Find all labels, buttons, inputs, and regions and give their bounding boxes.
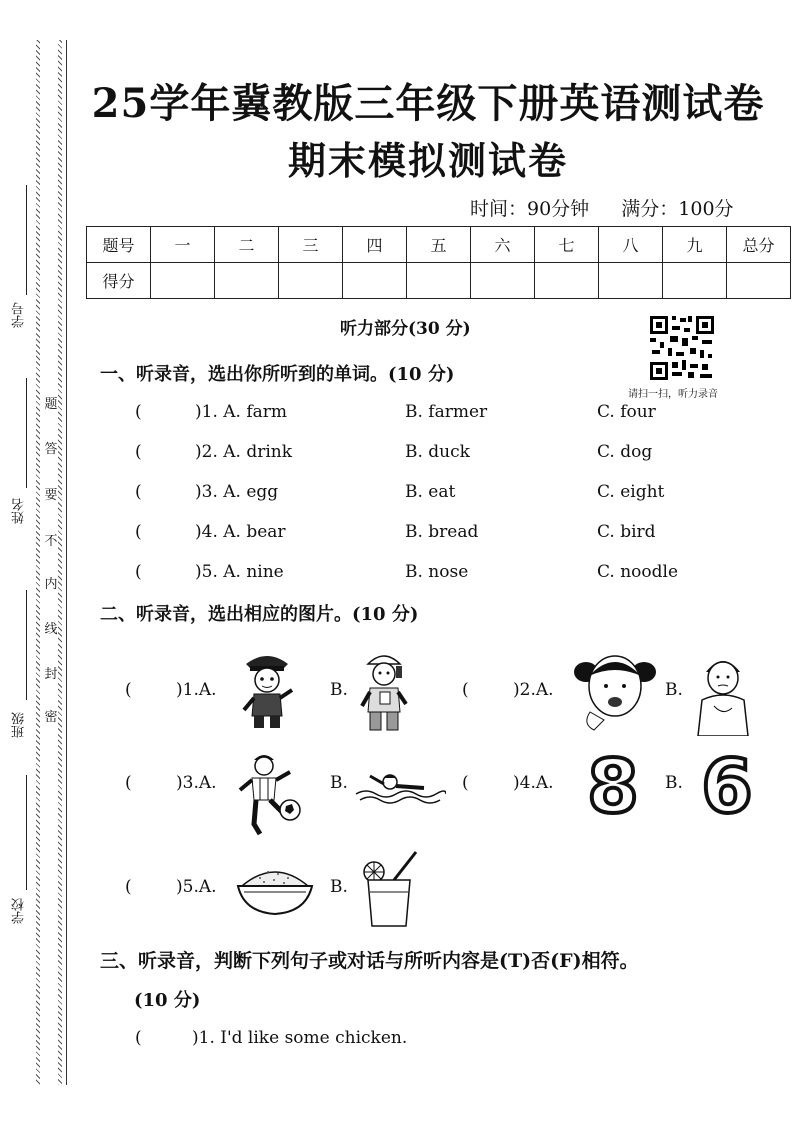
column-header: 五	[407, 227, 471, 263]
xingming-line[interactable]	[26, 378, 27, 488]
page-subtitle: 期末模拟测试卷	[287, 138, 568, 183]
section3-title-cont: (10 分)	[134, 990, 201, 1011]
column-header: 七	[535, 227, 599, 263]
digit-eight-icon	[582, 750, 644, 820]
column-header: 三	[279, 227, 343, 263]
s1-q2-a: )2. A. drink	[195, 442, 293, 462]
column-header: 四	[343, 227, 407, 263]
s2-q3-label: )3.A.	[176, 773, 217, 793]
s2-q1-label: )1.A.	[176, 680, 217, 700]
xingming-label: 姓名	[12, 498, 27, 524]
header-label: 题号	[87, 227, 151, 263]
s2-q2-label: )2.A.	[513, 680, 554, 700]
column-header: 九	[663, 227, 727, 263]
margin-hatch-inner	[40, 40, 58, 1085]
score-table-header-row	[87, 227, 791, 263]
score-cell[interactable]	[215, 263, 279, 299]
score-cell[interactable]	[151, 263, 215, 299]
rice-bowl-icon	[236, 858, 314, 918]
seal-char: 不	[44, 534, 58, 549]
seal-char: 答	[44, 442, 58, 457]
s1-q5-c: C. noodle	[597, 562, 679, 582]
score-cell[interactable]	[407, 263, 471, 299]
xuexiao-label: 学校	[12, 898, 27, 924]
score-cell[interactable]	[727, 263, 791, 299]
paren-open[interactable]: (	[135, 442, 142, 462]
girl-face-icon	[572, 646, 658, 736]
seal-char: 要	[44, 488, 58, 503]
boy-sick-icon	[696, 650, 750, 736]
seal-char: 线	[44, 622, 58, 637]
score-cell[interactable]	[535, 263, 599, 299]
digit-six-icon	[696, 750, 758, 820]
paren-open[interactable]: (	[125, 680, 132, 700]
s1-q3-c: C. eight	[597, 482, 665, 502]
paren-open[interactable]: (	[135, 522, 142, 542]
column-header: 二	[215, 227, 279, 263]
qr-code-icon[interactable]	[648, 314, 716, 382]
column-header: 六	[471, 227, 535, 263]
swimmer-icon	[354, 764, 446, 808]
seal-char: 封	[44, 667, 58, 682]
s1-q1-a: )1. A. farm	[195, 402, 288, 422]
s2-q1-b: B.	[330, 680, 348, 700]
score-cell[interactable]	[663, 263, 727, 299]
s2-q3-b: B.	[330, 773, 348, 793]
seal-char: 密	[44, 710, 58, 725]
section2-title: 二、听录音，选出相应的图片。(10 分)	[100, 604, 419, 625]
s1-q1-c: C. four	[597, 402, 656, 422]
xuexiao-line[interactable]	[26, 775, 27, 890]
paren-open[interactable]: (	[135, 1028, 142, 1048]
boy-football-icon	[236, 750, 302, 838]
paren-open[interactable]: (	[125, 877, 132, 897]
score-cell[interactable]	[599, 263, 663, 299]
section3-title: 三、听录音，判断下列句子或对话与所听内容是(T)否(F)相符。	[100, 950, 639, 972]
time-info: 时间：90分钟	[470, 198, 590, 220]
s1-q1-b: B. farmer	[405, 402, 488, 422]
s1-q4-c: C. bird	[597, 522, 656, 542]
s1-q3-a: )3. A. egg	[195, 482, 279, 502]
s1-q2-b: B. duck	[405, 442, 470, 462]
section1-title: 一、听录音，选出你所听到的单词。(10 分)	[100, 364, 455, 385]
s1-q4-b: B. bread	[405, 522, 479, 542]
score-cell[interactable]	[471, 263, 535, 299]
s1-q3-b: B. eat	[405, 482, 456, 502]
column-header: 总分	[727, 227, 791, 263]
paren-open[interactable]: (	[135, 402, 142, 422]
xuehao-label: 学号	[12, 302, 27, 328]
xuehao-line[interactable]	[26, 185, 27, 295]
s2-q4-label: )4.A.	[513, 773, 554, 793]
s2-q5-b: B.	[330, 877, 348, 897]
qr-caption: 请扫一扫，听力录音	[628, 389, 718, 400]
banji-line[interactable]	[26, 590, 27, 700]
score-cell[interactable]	[343, 263, 407, 299]
paren-open[interactable]: (	[462, 773, 469, 793]
juice-glass-icon	[358, 850, 422, 928]
paren-open[interactable]: (	[135, 562, 142, 582]
column-header: 八	[599, 227, 663, 263]
score-table	[86, 226, 791, 299]
s1-q4-a: )4. A. bear	[195, 522, 286, 542]
page-title: 25学年冀教版三年级下册英语测试卷	[91, 80, 765, 127]
s3-q1: )1. I'd like some chicken.	[192, 1028, 408, 1048]
score-table-score-row	[87, 263, 791, 299]
margin-rule	[66, 40, 67, 1085]
score-cell[interactable]	[279, 263, 343, 299]
s2-q4-b: B.	[665, 773, 683, 793]
listening-title: 听力部分(30 分)	[340, 319, 471, 339]
s2-q5-label: )5.A.	[176, 877, 217, 897]
score-label: 得分	[87, 263, 151, 299]
full-score-info: 满分：100分	[621, 198, 734, 220]
seal-char: 内	[44, 577, 58, 592]
worker-icon	[356, 646, 412, 734]
policeman-icon	[236, 648, 298, 730]
digit-eight: 8	[587, 750, 639, 820]
column-header: 一	[151, 227, 215, 263]
paren-open[interactable]: (	[462, 680, 469, 700]
s2-q2-b: B.	[665, 680, 683, 700]
paren-open[interactable]: (	[125, 773, 132, 793]
s1-q2-c: C. dog	[597, 442, 653, 462]
exam-meta	[470, 194, 734, 221]
s1-q5-a: )5. A. nine	[195, 562, 284, 582]
paren-open[interactable]: (	[135, 482, 142, 502]
s1-q5-b: B. nose	[405, 562, 469, 582]
banji-label: 班级	[12, 712, 27, 738]
seal-char: 题	[44, 397, 58, 412]
digit-six: 6	[701, 750, 753, 820]
